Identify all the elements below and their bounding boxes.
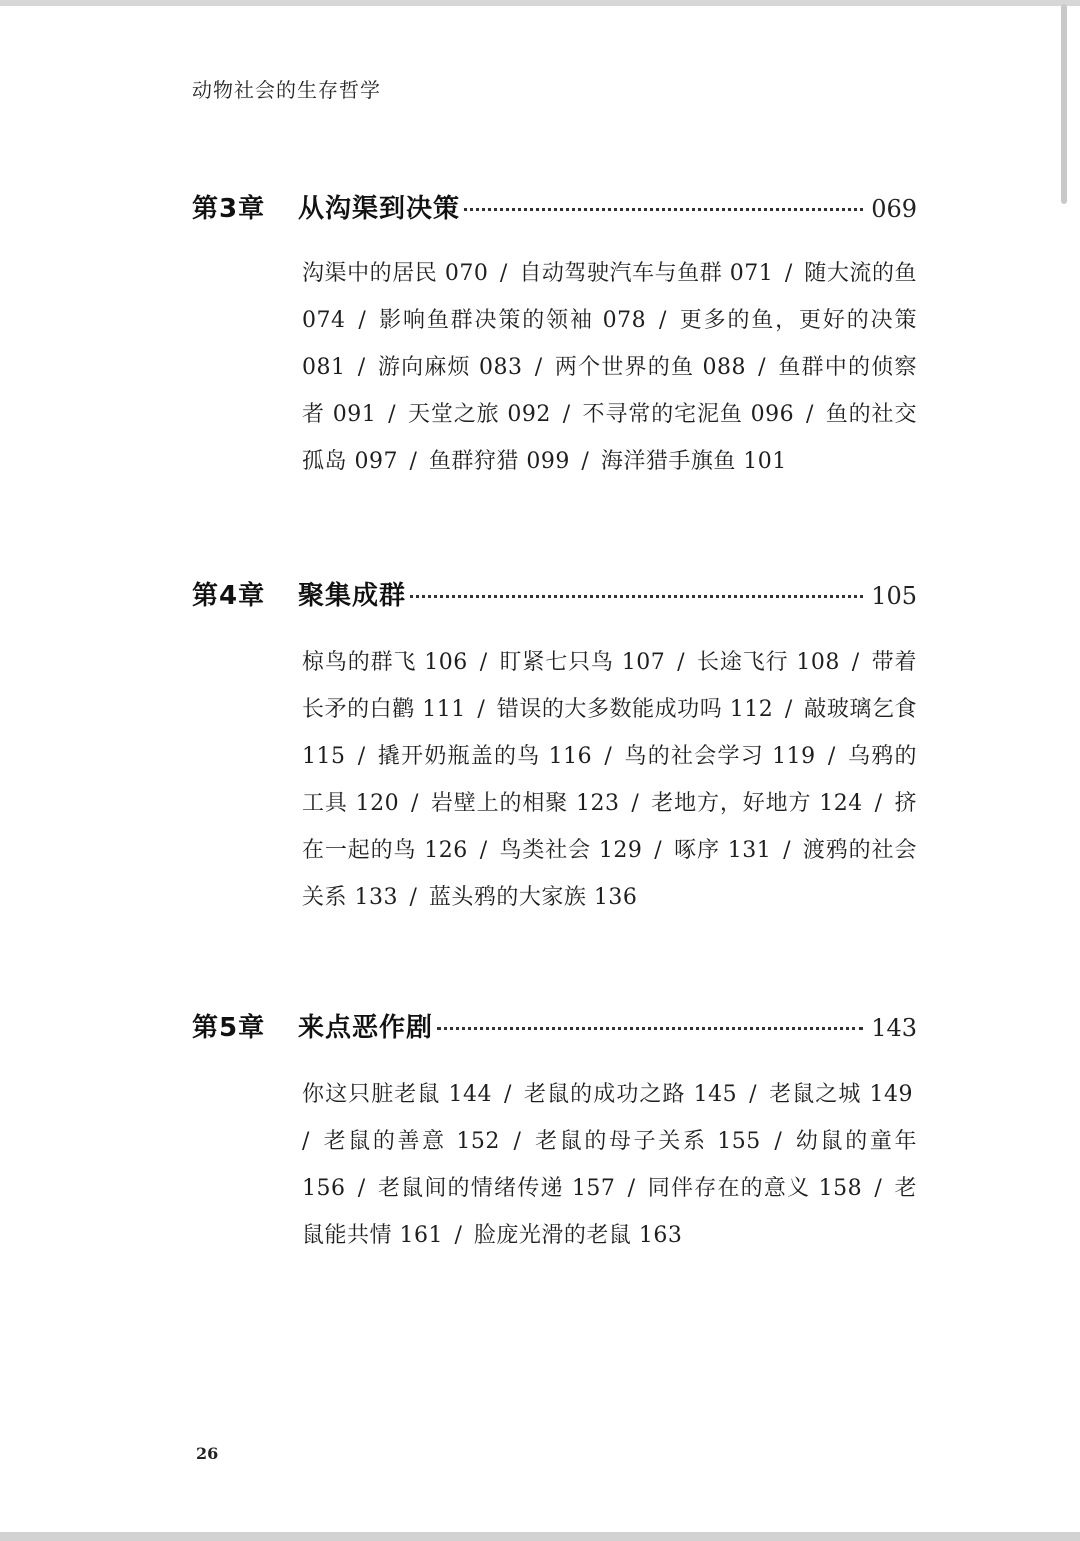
section-entry: 老鼠能共情 161 bbox=[302, 1176, 917, 1248]
chapter-number: 第5章 bbox=[192, 1013, 266, 1043]
section-entry: 鱼群中的侦察者 091 bbox=[302, 355, 917, 427]
section-entry: 撬开奶瓶盖的鸟 116 bbox=[377, 744, 593, 769]
entry-separator: / bbox=[349, 355, 374, 380]
chapter-page-number: 069 bbox=[871, 195, 917, 223]
section-entry: 影响鱼群决策的领袖 078 bbox=[379, 308, 647, 333]
section-entry: 鸟的社会学习 119 bbox=[624, 744, 816, 769]
entry-separator: / bbox=[403, 791, 427, 816]
chapter-page-number: 105 bbox=[871, 582, 917, 610]
chapter-page-number: 143 bbox=[871, 1014, 917, 1042]
section-entry: 老地方，好地方 124 bbox=[651, 791, 863, 816]
section-entry: 游向麻烦 083 bbox=[377, 355, 523, 380]
section-entry: 盯紧七只鸟 107 bbox=[499, 650, 666, 675]
chapter-number: 第3章 bbox=[192, 194, 266, 224]
entry-separator: / bbox=[650, 308, 676, 333]
section-entry: 沟渠中的居民 070 bbox=[302, 261, 489, 286]
section-entry: 带着长矛的白鹳 111 bbox=[302, 650, 917, 722]
section-entry: 两个世界的鱼 088 bbox=[554, 355, 746, 380]
section-entry: 乌鸦的工具 120 bbox=[302, 744, 917, 816]
entry-separator: / bbox=[554, 402, 579, 427]
entry-separator: / bbox=[503, 1129, 532, 1154]
entry-separator: / bbox=[526, 355, 551, 380]
entry-separator: / bbox=[349, 744, 374, 769]
entry-separator: / bbox=[596, 744, 621, 769]
section-entry: 老鼠的成功之路 145 bbox=[524, 1082, 738, 1107]
entry-separator: / bbox=[764, 1129, 792, 1154]
entry-separator: / bbox=[302, 1129, 320, 1154]
entry-separator: / bbox=[469, 697, 493, 722]
section-entry: 椋鸟的群飞 106 bbox=[302, 650, 468, 675]
entry-separator: / bbox=[349, 1176, 374, 1201]
section-entry: 蓝头鸦的大家族 136 bbox=[428, 885, 638, 910]
chapter-title: 来点恶作剧 bbox=[298, 1013, 434, 1043]
section-entry: 啄序 131 bbox=[674, 838, 772, 863]
dot-leader bbox=[464, 208, 863, 211]
entry-separator: / bbox=[402, 449, 425, 474]
entry-separator: / bbox=[749, 355, 775, 380]
entry-separator: / bbox=[866, 791, 891, 816]
entry-separator: / bbox=[495, 1082, 521, 1107]
chapter-title: 聚集成群 bbox=[298, 581, 407, 611]
entry-separator: / bbox=[819, 744, 844, 769]
section-entry: 鱼群狩猎 099 bbox=[428, 449, 570, 474]
section-entry: 鱼的社交孤岛 097 bbox=[302, 402, 917, 474]
entry-separator: / bbox=[646, 838, 671, 863]
section-entry: 更多的鱼，更好的决策 081 bbox=[302, 308, 917, 380]
chapter-title: 从沟渠到决策 bbox=[298, 194, 461, 224]
running-head: 动物社会的生存哲学 bbox=[192, 78, 381, 102]
entry-separator: / bbox=[447, 1223, 470, 1248]
entry-separator: / bbox=[402, 885, 425, 910]
section-list bbox=[302, 639, 917, 921]
dot-leader bbox=[410, 595, 863, 598]
section-entry: 老鼠的母子关系 155 bbox=[535, 1129, 761, 1154]
entry-separator: / bbox=[492, 261, 516, 286]
bottom-edge-bar bbox=[0, 1532, 1080, 1541]
entry-separator: / bbox=[573, 449, 597, 474]
chapter-4 bbox=[192, 575, 917, 910]
entry-separator: / bbox=[623, 791, 648, 816]
section-list bbox=[302, 250, 917, 485]
section-entry: 老鼠之城 149 bbox=[769, 1082, 913, 1107]
section-entry: 随大流的鱼 074 bbox=[302, 261, 917, 333]
entry-separator: / bbox=[619, 1176, 644, 1201]
entry-separator: / bbox=[777, 697, 801, 722]
section-list bbox=[302, 1071, 917, 1259]
section-entry: 自动驾驶汽车与鱼群 071 bbox=[519, 261, 774, 286]
entry-separator: / bbox=[380, 402, 404, 427]
section-entry: 脸庞光滑的老鼠 163 bbox=[473, 1223, 683, 1248]
section-entry: 不寻常的宅泥鱼 096 bbox=[582, 402, 795, 427]
chapter-heading bbox=[192, 1007, 917, 1047]
dot-leader bbox=[437, 1027, 863, 1030]
section-entry: 天堂之旅 092 bbox=[407, 402, 551, 427]
section-entry: 敲玻璃乞食 115 bbox=[302, 697, 917, 769]
section-entry: 挤在一起的鸟 126 bbox=[302, 791, 917, 863]
entry-separator: / bbox=[471, 650, 496, 675]
section-entry: 同伴存在的意义 158 bbox=[647, 1176, 863, 1201]
entry-separator: / bbox=[471, 838, 496, 863]
scrollbar-thumb[interactable] bbox=[1061, 4, 1067, 204]
entry-separator: / bbox=[798, 402, 822, 427]
section-entry: 鸟类社会 129 bbox=[499, 838, 643, 863]
section-entry: 你这只脏老鼠 144 bbox=[302, 1082, 492, 1107]
section-entry: 岩壁上的相聚 123 bbox=[430, 791, 620, 816]
section-entry: 渡鸦的社会关系 133 bbox=[302, 838, 917, 910]
entry-separator: / bbox=[741, 1082, 766, 1107]
section-entry: 长途飞行 108 bbox=[696, 650, 840, 675]
chapter-5 bbox=[192, 1007, 917, 1248]
chapter-heading bbox=[192, 188, 917, 228]
top-edge-bar bbox=[0, 0, 1080, 6]
entry-separator: / bbox=[866, 1176, 891, 1201]
entry-separator: / bbox=[669, 650, 693, 675]
section-entry: 老鼠间的情绪传递 157 bbox=[377, 1176, 616, 1201]
entry-separator: / bbox=[775, 838, 799, 863]
section-entry: 错误的大多数能成功吗 112 bbox=[496, 697, 774, 722]
section-entry: 海洋猎手旗鱼 101 bbox=[600, 449, 787, 474]
chapter-number: 第4章 bbox=[192, 581, 266, 611]
entry-separator: / bbox=[777, 261, 801, 286]
page-number: 26 bbox=[196, 1444, 219, 1463]
chapter-heading bbox=[192, 575, 917, 615]
section-entry: 幼鼠的童年 156 bbox=[302, 1129, 917, 1201]
entry-separator: / bbox=[349, 308, 376, 333]
entry-separator: / bbox=[843, 650, 868, 675]
chapter-3 bbox=[192, 188, 917, 474]
section-entry: 老鼠的善意 152 bbox=[323, 1129, 500, 1154]
